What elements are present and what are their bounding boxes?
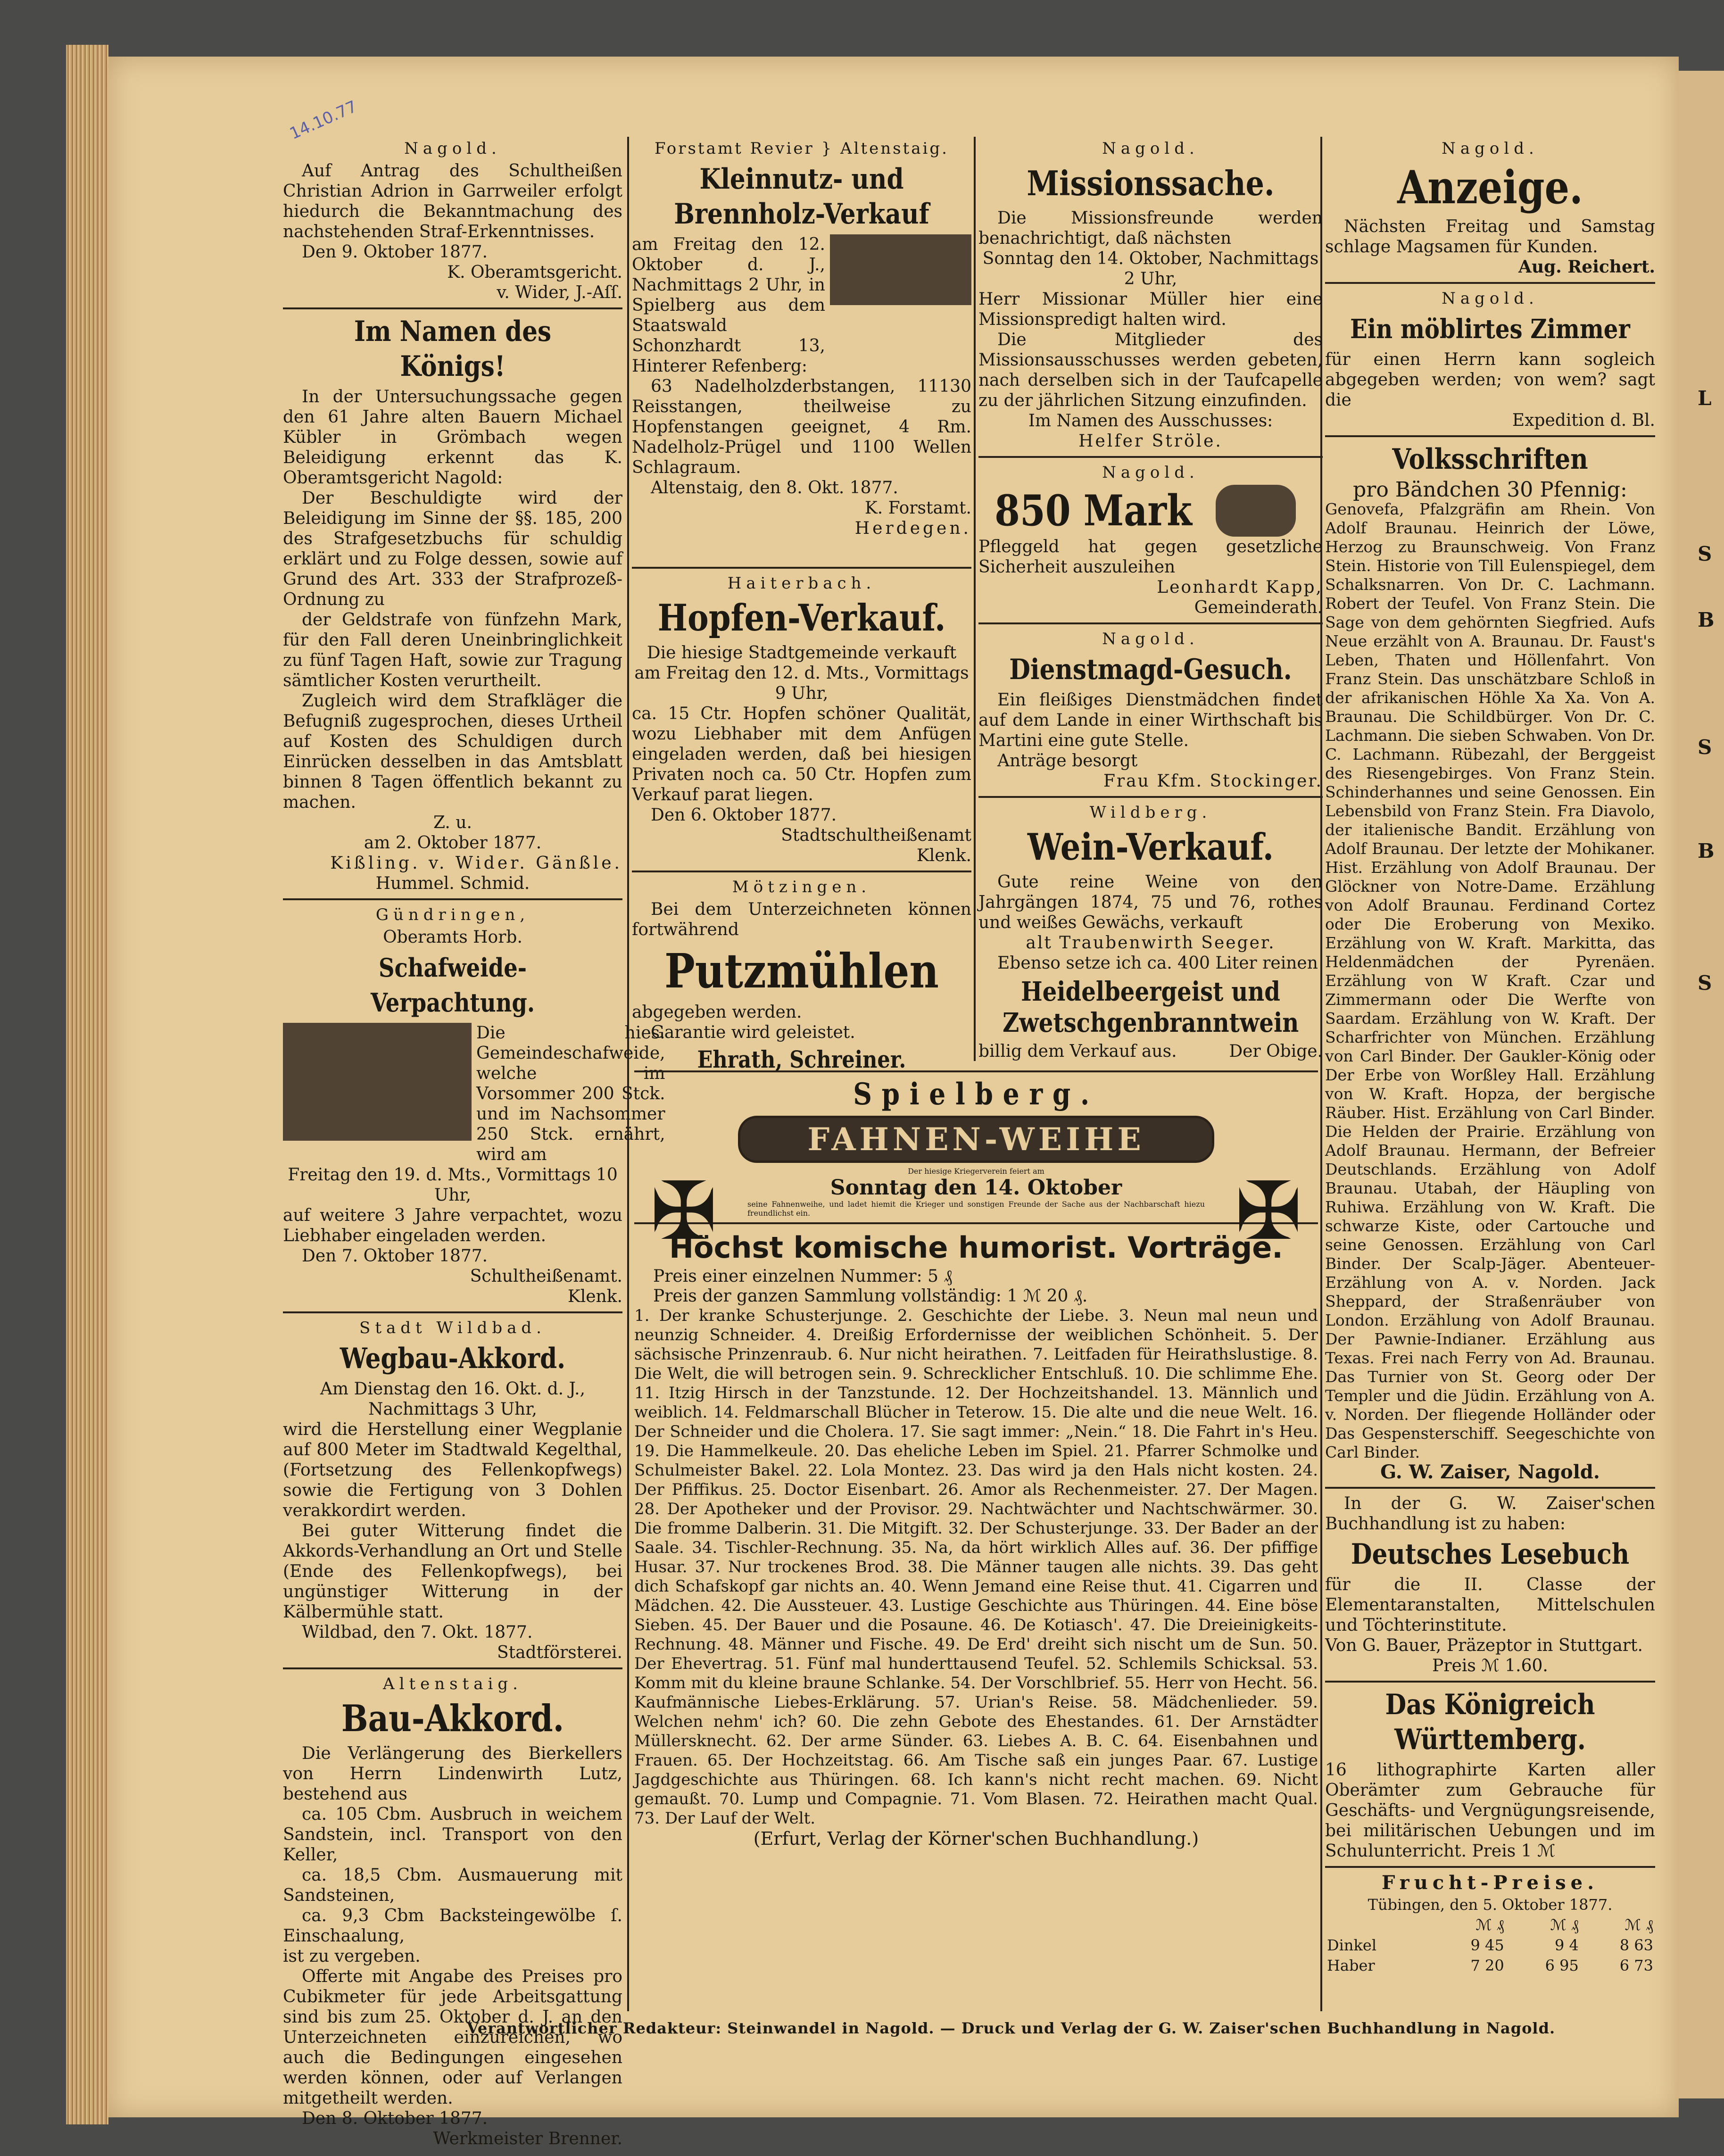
notice-signature: K. Forstamt. [864, 498, 971, 518]
table-cell: 9 4 [1554, 1936, 1579, 1954]
book-page-edges [66, 45, 108, 2124]
notice-date: am 2. Oktober 1877. [364, 833, 542, 853]
spielberg-announcement [634, 1066, 1318, 1849]
notice-title: Schafweide-Verpachtung. [370, 953, 535, 1018]
notice-text: billig dem Verkauf aus. [978, 1042, 1177, 1061]
notice-title: Das Königreich Württemberg. [1385, 1688, 1595, 1756]
notice-signature: v. Wider, J.-Aſſ. [497, 283, 622, 302]
notice-place: Oberamts Horb. [383, 928, 522, 947]
notice-text: für einen Herrn kann sogleich abgegeben werden; von wem? sagt die [1325, 350, 1655, 410]
section-divider [1325, 282, 1655, 284]
notice-place: Stadt Wildbad. [359, 1318, 546, 1337]
notice-text: Die hiesige Stadtgemeinde verkauft am Freitag den 12. d. Mts., Vormittags 9 Uhr, [634, 643, 969, 703]
table-cell: 8 63 [1619, 1936, 1653, 1954]
notice-text: seine Fahnenweihe, und ladet hiemit die Krieger und sonstigen Freunde der Sache aus der Nachbarschaft hiezu freundlichst ein. [747, 1200, 1205, 1218]
notice-place: Nagold. [1102, 139, 1199, 158]
notice-title: Frucht-Preise. [1381, 1872, 1599, 1894]
notice-place: Nagold. [404, 139, 501, 158]
notice-title: Bau-Akkord. [341, 1697, 564, 1740]
notice-text: Der Beschuldigte wird der Beleidigung im Sinne der §§. 185, 200 des Strafgesetzbuchs für schuldig erklärt und zu Folge dessen, sowie auf Grund des Art. 333 der Strafprozeß-Ordnung zu [283, 489, 622, 609]
iron-cross-icon: ✠ [650, 1165, 718, 1258]
column-1 [283, 137, 665, 2149]
notice-signature: Gemeinderath. [1194, 598, 1323, 617]
column-rule [974, 137, 976, 1061]
adjacent-page-fragment: S [1698, 971, 1712, 995]
notice-signature: Schultheißenamt. [470, 1267, 622, 1286]
money-bag-hand-illustration [1216, 485, 1296, 537]
section-divider [283, 1667, 622, 1669]
section-divider [632, 871, 971, 872]
notice-title: Hopfen-Verkauf. [657, 597, 946, 639]
notice-date: Den 8. Oktober 1877. [302, 2109, 488, 2128]
table-header-cell: ℳ ₰ [1625, 1916, 1653, 1934]
notice-text: Nächsten Freitag und Samstag schlage Magsamen für Kunden. [1325, 217, 1655, 257]
notice-signature: Kißling. v. Wider. Gänßle. [330, 854, 622, 873]
notice-title: Missionssache. [1027, 163, 1275, 203]
section-divider [283, 1311, 622, 1313]
notice-title: Wegbau-Akkord. [340, 1342, 566, 1375]
notice-place: Nagold. [1442, 139, 1539, 158]
vortraege-price: Preis der ganzen Sammlung vollständig: 1 ℳ 20 ₰. [653, 1286, 1088, 1306]
vortraege-publisher: (Erfurt, Verlag der Körner'schen Buchhandlung.) [753, 1828, 1199, 1849]
notice-signature: K. Oberamtsgericht. [447, 263, 622, 282]
notice-subtitle: pro Bändchen 30 Pfennig: [1353, 478, 1627, 502]
notice-text: Freitag den 19. d. Mts., Vormittags 10 Uhr, [288, 1165, 618, 1205]
notice-signature: Stadtschultheißenamt [781, 826, 971, 845]
notice-text: der Geldstrafe von fünfzehn Mark, für den Fall deren Uneinbringlichkeit zu fünf Tagen Haft, sowie zur Tragung sämtlicher Kosten verurtheilt. [283, 610, 622, 690]
notice-place: Forstamt Revier } Altenstaig. [655, 139, 949, 158]
section-divider [283, 898, 622, 900]
iron-cross-icon: ✠ [1235, 1165, 1302, 1258]
notice-text: In der G. W. Zaiser'schen Buchhandlung ist zu haben: [1325, 1494, 1655, 1534]
notice-text: Bei guter Witterung findet die Akkords-Verhandlung an Ort und Stelle (Ende des Fellenkopfwegs), bei ungünstiger Witterung in der Kälbermühle statt. [283, 1521, 622, 1622]
table-header-cell [1325, 1915, 1432, 1935]
notice-text: Zugleich wird dem Strafkläger die Befugniß zugesprochen, dieses Urtheil auf Kosten des Schuldigen durch Einrücken desselben in das Amtsblatt binnen 8 Tagen öffentlich bekannt zu machen. [283, 691, 622, 812]
notice-text: am Freitag den 12. Oktober d. J., Nachmittags 2 Uhr, in Spielberg aus dem Staatswald Schonzhardt 13, Hinterer Refenberg: [632, 235, 825, 376]
table-header-cell: ℳ ₰ [1475, 1916, 1504, 1934]
notice-signature: Klenk. [567, 1287, 622, 1306]
table-row [1325, 1935, 1655, 1956]
table-cell: 7 20 [1470, 1957, 1504, 1974]
vortraege-price: Preis einer einzelnen Nummer: 5 ₰ [653, 1267, 953, 1286]
section-divider [978, 622, 1323, 624]
notice-text: 63 Nadelholzderbstangen, 11130 Reisstangen, theilweise zu Hopfenstangen geeignet, 4 Rm. Nadelholz-Prügel und 1100 Wellen Schlagraum. [632, 377, 971, 477]
notice-place: Mötzingen. [732, 878, 871, 896]
table-header-row [1325, 1915, 1655, 1935]
notice-text: alt Traubenwirth Seeger. [1026, 933, 1276, 953]
notice-text: Pfleggeld hat gegen gesetzliche Sicherheit auszuleihen [978, 537, 1323, 577]
notice-title: Kleinnutz- und Brennholz-Verkauf [674, 163, 929, 231]
notice-date: Wildbad, den 7. Okt. 1877. [302, 1623, 533, 1642]
section-divider [1325, 435, 1655, 437]
notice-title: Im Namen des Königs! [354, 315, 552, 383]
notice-item: ca. 105 Cbm. Ausbruch in weichem Sandstein, incl. Transport von den Keller, [283, 1805, 622, 1865]
woodcutters-illustration [830, 234, 971, 305]
section-divider [1325, 1866, 1655, 1868]
notice-signature: Hummel. Schmid. [375, 874, 530, 893]
notice-place: Nagold. [1102, 463, 1199, 482]
notice-price: Preis ℳ 1.60. [1432, 1656, 1548, 1675]
table-cell: Dinkel [1327, 1936, 1377, 1954]
notice-signature: G. W. Zaiser, Nagold. [1380, 1461, 1600, 1483]
notice-text: wird die Herstellung einer Wegplanie auf 800 Meter im Stadtwald Kegelthal, (Fortsetzung des Fellenkopfwegs) sowie die Fertigung von 3 Dohlen verakkordirt werden. [283, 1420, 622, 1520]
notice-text: ca. 15 Ctr. Hopfen schöner Qualität, wozu Liebhaber mit dem Anfügen eingeladen werden, daß bei hiesigen Privaten noch ca. 50 Ctr. Hopfen zum Verkauf parat liegen. [632, 704, 971, 804]
page-footer-imprint: Verantwortlicher Redakteur: Steinwandel in Nagold. — Druck und Verlag der G. W. Zaiser'schen Buchhandlung in Nagold. [467, 2019, 1556, 2037]
adjacent-page-fragment: L [1698, 387, 1712, 410]
notice-text: Am Dienstag den 16. Okt. d. J., Nachmittags 3 Uhr, [320, 1379, 586, 1419]
column-3 [978, 137, 1323, 1061]
notice-text: auf weitere 3 Jahre verpachtet, wozu Liebhaber eingeladen werden. [283, 1206, 622, 1245]
section-divider [634, 1070, 1318, 1072]
notice-text: Im Namen des Ausschusses: [1028, 411, 1273, 431]
notice-text: Die hies. Gemeindeschafweide, welche im Vorsommer 200 Stck. und im Nachsommer 250 Stck. ernährt, wird am [476, 1023, 665, 1164]
adjacent-page [1679, 71, 1724, 2098]
volksschriften-list: Genovefa, Pfalzgräfin am Rhein. Von Adolf Braunau. Heinrich der Löwe, Herzog zu Braunschweig. Von Franz Stein. Historie von Till Eulenspiegel, dem Schalksnarren. Von Dr. C. Lachmann. Robert der Teufel. Von Franz Stein. Die Sage von dem gehörnten Siegfried. Aufs Neue erzählt von A. Braunau. Dr. Faust's Leben, Thaten und Höllenfahrt. Von Franz Stein. Das unschätzbare Schloß in der afrikanischen Höhle Xa Xa. Von A. Braunau. Die Schildbürger. Von Dr. C. Lachmann. Die sieben Schwaben. Von Dr. C. Lachmann. Rübezahl, der Berggeist des Riesengebirges. Von Franz Stein. Schinderhannes und seine Genossen. Ein Lebensbild von Franz Stein. Fra Diavolo, der italienische Bandit. Erzählung von Adolf Braunau. Der letzte der Mohikaner. Hist. Erzählung von Adolf Braunau. Der Glöckner von Notre-Dame. Erzählung von Adolf Braunau. Ferdinand Cortez oder Die Eroberung von Mexiko. Erzählung von W. Kraft. Markitta, das Heldenmädchen der Pyrenäen. Erzählung von W Kraft. Czar und Zimmermann oder Die Werfte von Saardam. Erzählung von W. Kraft. Der Scharfrichter von München. Erzählung von Carl Binder. Der Gaukler-König oder Der Erbe von Worßley Hall. Erzählung von W. Kraft. Hopza, der bergische Räuber. Hist. Erzählung von Carl Binder. Die Helden der Prairie. Erzählung von Adolf Braunau. Hermann, der Befreier Deutschlands. Erzählung von Adolf Braunau. Utabah, der Häupling von Ruhiwa. Erzählung von W. Kraft. Die schwarze Kiste, oder Cartouche und seine Genossen. Erzählung von Carl Binder. Der Scalp-Jäger. Abenteuer-Erzählung von A. v. Norden. Jack Sheppard, der Straßenräuber von London. Erzählung von Adolf Braunau. Der Pawnie-Indianer. Erzählung aus Texas. Frei nach Ferry von Ad. Braunau. Das Turnier von St. Georg oder Der Templer und die Jüdin. Erzählung von A. v. Norden. Der fliegende Holländer oder Das Gespensterschiff. Seegeschichte von Carl Binder. [1325, 500, 1655, 1461]
notice-item: ca. 9,3 Cbm Backsteingewölbe ſ. Einschaalung, [283, 1906, 622, 1946]
notice-place: Altenstaig. [383, 1675, 522, 1693]
notice-place: Haiterbach. [727, 574, 876, 593]
table-header-cell: ℳ ₰ [1550, 1916, 1579, 1934]
notice-signature: Ehrath, Schreiner. [697, 1045, 906, 1073]
notice-title: Ein möblirtes Zimmer [1350, 314, 1630, 345]
notice-date: Den 7. Oktober 1877. [302, 1246, 488, 1266]
fruit-price-table [1325, 1915, 1655, 1976]
table-row [1325, 1956, 1655, 1976]
notice-text: Bei dem Unterzeichneten können fortwährend [632, 900, 971, 939]
notice-place: Nagold. [1102, 630, 1199, 648]
table-cell: 9 45 [1470, 1936, 1504, 1954]
adjacent-page-fragment: B [1698, 839, 1715, 862]
adjacent-page-fragment: B [1698, 608, 1715, 631]
adjacent-page-fragment: S [1698, 542, 1712, 565]
notice-signature: Stadtförsterei. [497, 1643, 622, 1662]
table-cell: 6 95 [1545, 1957, 1579, 1974]
notice-date: Den 6. Oktober 1877. [651, 805, 837, 825]
notice-text: ist zu vergeben. [283, 1947, 421, 1966]
notice-text: Die Missionsfreunde werden benachrichtigt, daß nächsten [978, 208, 1323, 248]
notice-signature: Klenk. [916, 846, 971, 865]
notice-text: Die Verlängerung des Bierkellers von Herrn Lindenwirth Lutz, bestehend aus [283, 1744, 622, 1804]
notice-place: Spielberg. [853, 1077, 1099, 1112]
notice-text: Z. u. [433, 813, 472, 832]
notice-place: Nagold. [1442, 289, 1539, 308]
notice-text: Herr Missionar Müller hier eine Missionspredigt halten wird. [978, 290, 1323, 329]
section-divider [1325, 1487, 1655, 1489]
notice-signature: Expedition d. Bl. [1512, 411, 1655, 430]
notice-text: Der hiesige Kriegerverein feiert am [908, 1167, 1044, 1176]
sheep-shepherd-illustration [283, 1023, 472, 1141]
section-divider [978, 796, 1323, 798]
vortraege-list: 1. Der kranke Schusterjunge. 2. Geschichte der Liebe. 3. Neun mal neun und neunzig Schneider. 4. Dreißig Erfordernisse der weiblichen Schönheit. 5. Der sächsische Prinzenraub. 6. Nur nicht heirathen. 7. Leitfaden für Heirathslustige. 8. Die Welt, die will betrogen sein. 9. Schrecklicher Entschluß. 10. Die schlimme Ehe. 11. Itzig Hirsch in der Tanzstunde. 12. Der Hochzeitshandel. 13. Männlich und weiblich. 14. Feldmarschall Blücher in Teterow. 15. Die alte und die neue Welt. 16. Der Schneider und die Cholera. 17. Sie sagt immer: „Nein.“ 18. Die Fahrt in's Heu. 19. Die Hammelkeule. 20. Das eheliche Leben im Spiel. 21. Pfarrer Schmolke und Schulmeister Bakel. 22. Lola Montez. 23. Das wird ja den Hals nicht kosten. 24. Der Pfiffikus. 25. Doctor Eisenbart. 26. Amor als Rechenmeister. 27. Der Magen. 28. Der Apotheker und der Provisor. 29. Nachtwächter und Nachtschwärmer. 30. Die fromme Dalberin. 31. Die Mitgift. 32. Der Schusterjunge. 33. Der Bader an der Saale. 34. Tischler-Rechnung. 35. Na, da hört wirklich Alles auf. 36. Der pfiffige Husar. 37. Nur trockenes Brod. 38. Die Männer taugen alle nichts. 39. Das geht dich Schafskopf gar nichts an. 40. Wenn Jemand eine Reise thut. 41. Cigarren und Mädchen. 42. Die Aussteuer. 43. Lustige Geschichte aus Thüringen. 44. Eine böse Sieben. 45. Der Bauer und die Posaune. 46. De Kotiasch'. 47. Die Dreieinigkeits-Rechnung. 48. Männer und Fische. 49. De Erd' dreiht sich nischt um de Sun. 50. Der Ehevertrag. 51. Fünf mal hunderttausend Teufel. 52. Schlemils Schicksal. 53. Komm mit du kleine braune Schlanke. 54. Der Vorschlbrief. 55. Herr von Hecht. 56. Kaufmännische Liebes-Erklärung. 57. Urian's Reise. 58. Mädchenlieder. 59. Welchen nehm' ich? 60. Die zehn Gebote des Ehestandes. 61. Der Arnstädter Müllersknecht. 62. Der arme Sünder. 63. Liebes A. B. C. 64. Eisenbahnen und Frauen. 65. Der Hochzeitstag. 66. Am Tische saß ein junges Paar. 67. Lustige Jagdgeschichte aus Thüringen. 68. Ich kann's nicht recht machen. 69. Nicht gemaußt. 70. Lump und Compagnie. 71. Vom Blasen. 72. Heirathen macht Qual. 73. Der Lauf der Welt. [634, 1306, 1318, 1828]
section-divider [283, 307, 622, 309]
notice-text: Ein fleißiges Dienstmädchen findet auf dem Lande in einer Wirthschaft bis Martini eine gute Stelle. [978, 690, 1323, 750]
notice-text: für die II. Classe der Elementaranstalten, Mittelschulen und Töchterinstitute. [1325, 1575, 1655, 1635]
section-divider [632, 567, 971, 569]
notice-signature: Frau Kfm. Stockinger. [1103, 771, 1323, 791]
notice-title: Dienstmagd-Gesuch. [1009, 653, 1292, 686]
notice-item: ca. 18,5 Cbm. Ausmauerung mit Sandsteinen, [283, 1866, 622, 1905]
table-cell: 6 73 [1619, 1957, 1653, 1974]
vortraege-title: Höchst komische humorist. Vorträge. [669, 1230, 1283, 1265]
handwritten-archive-note: 14.10.77 [287, 97, 360, 144]
notice-text: Ebenso setze ich ca. 400 Liter reinen [997, 954, 1318, 973]
notice-title: Deutsches Lesebuch [1351, 1538, 1630, 1571]
notice-title: Wein-Verkauf. [1027, 826, 1274, 869]
notice-date: Den 9. Oktober 1877. [302, 242, 488, 262]
notice-signature: Der Obige. [1229, 1042, 1323, 1061]
notice-text: abgegeben werden. [632, 1003, 802, 1022]
notice-text: Die Mitglieder des Missionsausschusses werden gebeten, nach derselben sich in der Taufcapelle zu der jährlichen Sitzung einzufinden. [978, 330, 1323, 410]
notice-subtitle: Tübingen, den 5. Oktober 1877. [1368, 1896, 1613, 1914]
notice-signature: Aug. Reichert. [1518, 257, 1655, 277]
notice-text: In der Untersuchungssache gegen den 61 Jahre alten Bauern Michael Kübler in Grömbach wegen Beleidigung erkennt das K. Oberamtsgericht Nagold: [283, 387, 622, 488]
notice-signature: Helfer Ströle. [1078, 431, 1223, 451]
notice-title: Anzeige. [1397, 161, 1583, 214]
section-divider [978, 456, 1323, 458]
notice-text: Offerte mit Angabe des Preises pro Cubikmeter für jede Arbeitsgattung sind bis zum 25. Oktober d. J. an den Unterzeichneten einzureichen, wo auch die Bedingungen eingesehen werden können, oder auf Verlangen mitgetheilt werden. [283, 1967, 622, 2108]
section-divider [634, 1222, 1318, 1224]
adjacent-page-fragment: S [1698, 736, 1712, 759]
notice-title: Putzmühlen [664, 943, 939, 999]
notice-text: Anträge besorgt [997, 751, 1138, 771]
notice-title: Volksschriften [1392, 443, 1588, 476]
column-2 [632, 137, 971, 1077]
notice-signature: Werkmeister Brenner. [433, 2129, 622, 2148]
notice-date: Sonntag den 14. Oktober [830, 1176, 1122, 1200]
notice-text: Gute reine Weine von den Jahrgängen 1874, 75 und 76, rothes und weißes Gewächs, verkauft [978, 872, 1323, 932]
section-divider [1325, 1681, 1655, 1683]
notice-text: Garantie wird geleistet. [651, 1023, 855, 1042]
notice-text: 16 lithographirte Karten aller Oberämter zum Gebrauche für Geschäfts- und Vergnügungsreisende, bei militärischen Uebungen und im Schulunterricht. Preis 1 ℳ [1325, 1760, 1655, 1861]
notice-date: Altenstaig, den 8. Okt. 1877. [651, 478, 898, 498]
notice-signature: Herdegen. [854, 519, 971, 538]
fahnenweihe-banner: FAHNEN-WEIHE [738, 1116, 1214, 1163]
notice-place: Wildberg. [1089, 803, 1212, 822]
notice-text: Von G. Bauer, Präzeptor in Stuttgart. [1325, 1636, 1643, 1655]
notice-signature: Leonhardt Kapp, [1157, 578, 1323, 597]
notice-place: Gündringen, [375, 905, 530, 924]
column-4 [1325, 137, 1655, 1976]
notice-text: Sonntag den 14. Oktober, Nachmittags 2 Uhr, [982, 249, 1319, 289]
notice-title: 850 Mark [995, 486, 1192, 536]
notice-title: Heidelbeergeist und Zwetschgenbranntwein [1003, 976, 1299, 1038]
table-cell: Haber [1327, 1957, 1375, 1974]
notice-text: Auf Antrag des Schultheißen Christian Adrion in Garrweiler erfolgt hiedurch die Bekanntmachung des nachstehenden Straf-Erkenntnisses. [283, 161, 622, 241]
